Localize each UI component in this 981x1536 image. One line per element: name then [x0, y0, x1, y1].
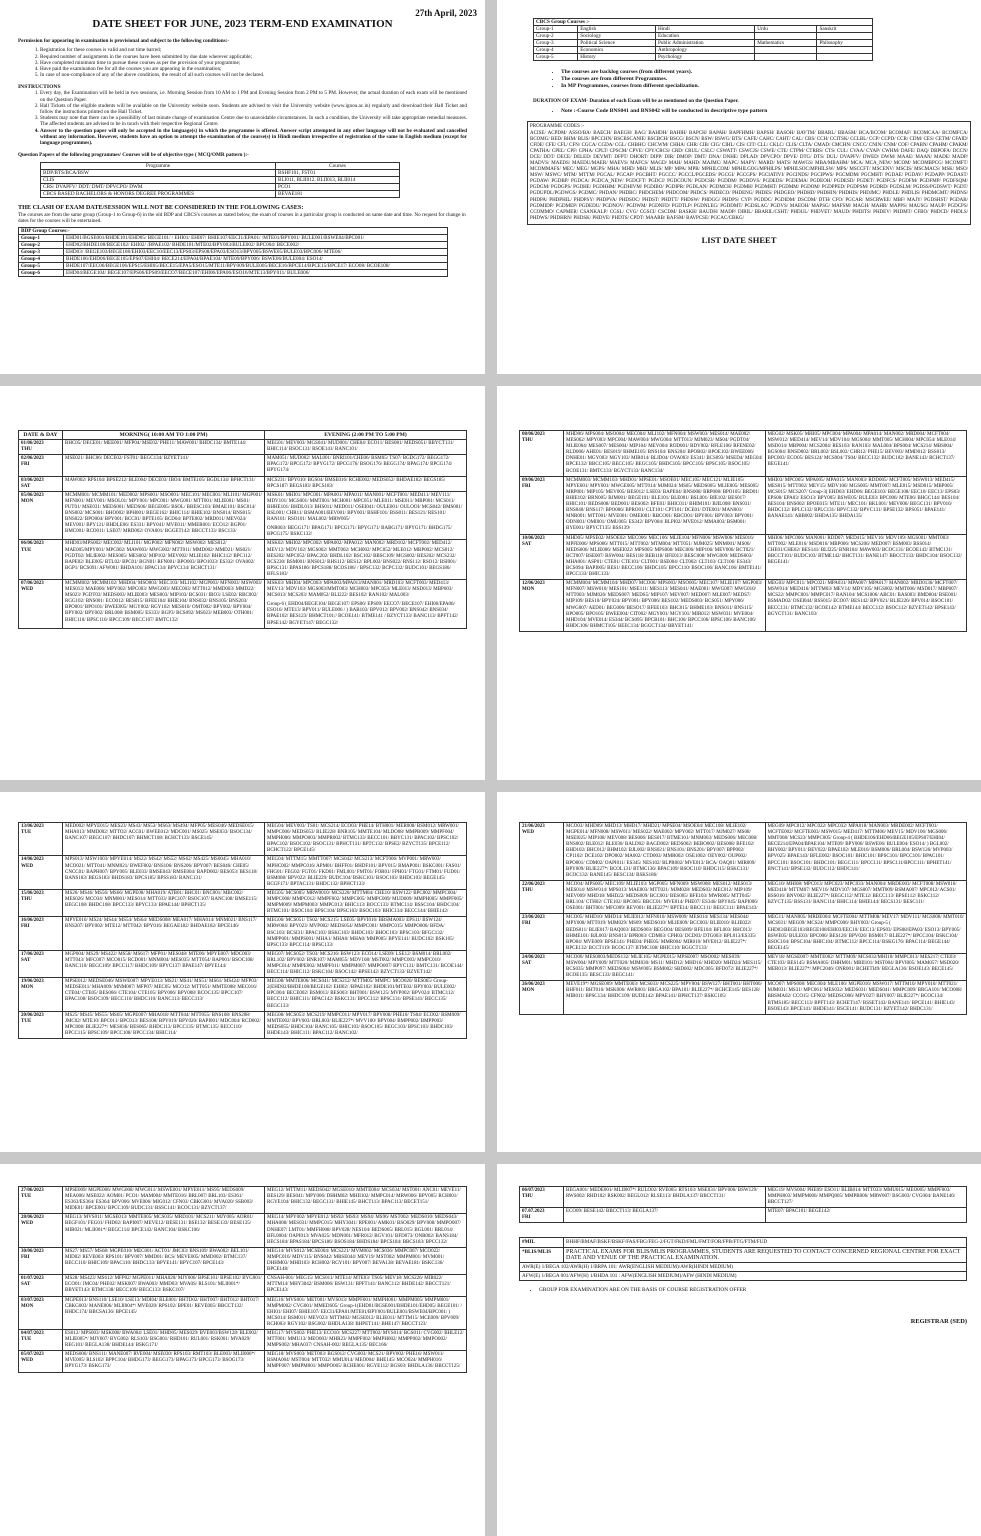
- exam-day: MON: [21, 985, 34, 991]
- condition-item: 1. Registration for these courses is valid and not time barred;: [40, 47, 467, 53]
- page-schedule-4: [497, 792, 981, 1152]
- descriptive-note-list: [533, 108, 963, 115]
- cbcs-cell: Group-2: [534, 33, 578, 40]
- evening-courses-part: Group-6 ( EHD04/BEGE104/ BEGE107/ EPS06/ EPS09/ EECO7/ BECE107/ EHI06/EPA06/ ESO16/ MTE13/ BPY011/ BULE006 / ) BAB103/ BPV012/ BPV002/ BNS042/ BNS034/ BPAE102/ BES123/ BHMCT101// BCOE141/ BTME141 / BZYCT133/ BANC113/ BPFT142/ BPSE142/ BGYET147/ BEGC132/: [267, 602, 459, 626]
- schedule-row: [19, 1296, 467, 1329]
- exam-day: MON: [21, 1303, 34, 1309]
- cbcs-cell: Urdu: [755, 26, 817, 33]
- date-day-cell: [520, 953, 564, 980]
- objective-cell: CLIS: [41, 176, 276, 183]
- instruction-item: 2. Hall Tickets of the eligible students will be available on the University website soon. Students are advised to visit the University website (www.ignou.ac.in) regularly and download their Hall Ticket and follow the instructions printed on the Hall Ticket.: [40, 103, 467, 115]
- schedule-row: [19, 455, 467, 476]
- exam-day: MON: [522, 988, 535, 994]
- exam-day: THU: [522, 887, 533, 893]
- morning-courses: MGP004/ MS29/ MS422/ MS58/ MS617/ MFP01/ MES048/ MTE06/ MPYE007/ MDC003/ MTT043/ MFC007/ MCO015/ RCD001/ MNM004/ MES035/ MTT054/ BAP001/ BSOC108/ BANC110/ BEGC109/ BPCC117/ BHDC109/ BPYC137/ BPAE147/ BPYE144/: [63, 950, 265, 977]
- evening-courses: MHI06/ MPC006/ MAN001/ RDD07/ MED415/ MEV16/ MDV109/ MGS001/ MMT003/ MTT002/ MLE016/ MSD016/ MBP006/ MCS206/ MED007/ BSM003/ BSS014/ CHE01/CHE02/ BES141/ BLI225/ BNR104/ MAW003/ BCOC131/ BCOE143/ BTMC131/ BBCCT101/ BUDC103/ BTME142/ BHCT131/ BANE147/ BBCCT133/ BHDC104/ BSOC132/ BEGE141/: [765, 534, 967, 580]
- evening-courses: MEG14/ MVS012/ MCSE004/ MCS221/ MVM002/ MCS036/ MMPC007/ MCO022/ MMPC016/ MDV115/ BNS042/ MBSE044/ MEV19/ MST002/ MMPM001/ MVM001/ DHHM03/ MHII103/ RCH002/ RGY101/ BPY007/ BEVA138/ BEVAE181/ BSKC136/ BPCE148/: [265, 1247, 467, 1274]
- schedule-row: [520, 431, 967, 477]
- page-instructions: [0, 0, 485, 374]
- exam-day: FRI: [21, 462, 30, 468]
- evening-courses: MTE07/ BPAC101/ BEGE142/: [765, 1208, 967, 1223]
- evening-courses: CNSAH-001/ MEG15/ MCS011/ MTE14/ MTE03/ TS05/ MEV18/ MCS226/ MIR022/ MTTM14/ MHY3042/ BSM006/ BSW131/ BPFT141/ BANC112/ BHDE142/ BBCCT121/ BPCE143/: [265, 1275, 467, 1296]
- bullet-item: • In MP Programmes, courses from different specialization.: [561, 83, 963, 90]
- date-day-cell: [19, 1187, 63, 1214]
- evening-courses: MEG02/ MSK05/ MHI05/ MPC004/ MPA004/ MPA014/ MAN002/ MRD004/ MCFT004/ MSW012/ MED414/ MEV14/ MDV104/ MGS004/ MMT005/ MCH004/ MPC054/ MLE014/ MSD014/ MBP004/ MCS2004/ RES103/ RAN103/ MAL004/ BPS004/ MCS214/ MBS004/ BGS004/ BNSD002/ BRL002/ BSL002/ CHR12/ PHE15/ BEV003/ MMD012/ BSS013/ BPC003/ ECO05/ BES124/ MCS004/ TS04/ BECC132/ BUDC102/ BANE143/ BCHCT137/ BEGE141/: [765, 431, 967, 477]
- schedule-table: [18, 430, 467, 629]
- group-label: Group-2: [19, 242, 64, 249]
- date-day-cell: [19, 1214, 63, 1247]
- cbcs-heading: CBCS Group Courses :-: [534, 19, 873, 26]
- exam-date: 14/06/2023: [21, 857, 44, 863]
- evening-courses: MEG05/ MCS005/ MRW0010/ MCS220/ MTTM04/ CHE10/ BSW122/ BPC002/ MMPC004/ MMPC008/ MMPC012/ MMPF002/ MMPC005/ MMPC009/ MUD009/ MMPH005/ MMPF005/ MMPM009/ MMPM003/ MMPC013/ BHIC113/ BOCC133/ BTMC114/ BSSC104/ BHDC104/ BTMC101/ BSOC104/ BPSC104/ BPSC103/ BSOC103/ BHIC134/ BECC144/ BHIE142/: [265, 889, 467, 916]
- cbcs-cell: [817, 33, 873, 40]
- date-day-cell: [19, 1351, 63, 1372]
- schedule-row: [520, 914, 967, 954]
- objective-cell: BSHF101, FST01: [276, 169, 400, 176]
- evening-courses-part: ONR003/ BEGG171/ BPAG171/ BPCG171/ BPYG171/ BABG171/ BPYG171/ BHDG175/ BPCG175/ BSKC132/: [267, 526, 452, 538]
- evening-courses: MEG01/ MEV003/ MGS041/ MUD001/ CHE04/ ECO11/ BES081/ MEDS051/ BBYCT131/ BHIC114/ BSOC131/ BSOE141/ BANC101/: [265, 440, 467, 455]
- date-day-cell: [19, 455, 63, 476]
- cbcs-cell: Hindi: [655, 26, 754, 33]
- cbcs-cell: Sanskrit: [817, 26, 873, 33]
- evening-courses: MCO07/ MPS008/ MEC004/ MLE106/ MGPE016/ MSW017/ MTTM10/ MPY010/ MTT021/ MJM031/ MS31/ MPC061/ MES032/ MEDS031/ MEDS041/ MMPC009/ BRGA101/ MCO008/ BBSMA02/ CCO15/ CFN02/ MEDSC006/ MPY027/ BHY007/ BLIE227*/ BCOC134/ BTMS185/ BECC113/ BPFT143/ BCHET147/ BSSET143/ BANE141/ BPCE141/ BHIE143/ BSOE143/ BPCE141/ BHDE141/ BSCE141/ BUDC131/ BZYET142/ BHDC131/: [765, 981, 967, 1014]
- evening-courses-part: MSK03/ MHI04/ MPC003/ MPA003/MPA013/MAN001/ MRD103/ MCFT003/ MED413/ MEV13/ MDV103/ MGS003/MMT003/ MCH003/ MPC053/ MLE013/ MSD013/ MBP003/ MCS013/ MCS203/ MAM052/ BLI222/ BES102/ RAN102/ MAL003/: [267, 580, 453, 599]
- date-day-cell: [19, 1296, 63, 1329]
- bdp-group-table: [18, 227, 448, 277]
- clash-bullets: [533, 69, 963, 90]
- cbcs-cell: [755, 33, 817, 40]
- exam-date: 21/06/2023: [522, 824, 545, 829]
- objective-col-header: Courses: [276, 162, 400, 169]
- date-day-cell: [19, 579, 63, 628]
- bli-text: PRACTICAL EXAMS FOR BLIS/MLIS PROGRAMMES, STUDENTS ARE REQUESTED TO CONTACT CONCERNED REGIONAL CENTRE FOR EXACT DATE AND VENUE OF THE PRACTICAL EXAMINATION.: [564, 1247, 967, 1262]
- exam-day: FRI: [21, 924, 30, 930]
- schedule-row: [19, 1329, 467, 1350]
- exam-day: SAT: [21, 1282, 31, 1288]
- objective-table: [40, 162, 400, 198]
- cbcs-cell: Mathematics: [755, 40, 817, 47]
- page-schedule-5: [0, 1164, 485, 1536]
- morning-courses: MS28/ MS423/ MS612/ MFP02/ MGPE011/ MHA020/ MJY006/ BPSE101/ BPSE102/ BYG001/ ECO01/ JMC04/ PHE02/ MSK007/ BWA003/ MMD03/ MVA0S/ RLS101/ MLII001*/ BBYET143/ BTMC138/ BECC109/ BEGC133/ BSKC107/: [63, 1275, 265, 1296]
- condition-item: 4. Have paid the examination fee for all the courses you are appearing in the examination;: [40, 66, 467, 72]
- schedule-table: [18, 1186, 467, 1373]
- morning-courses: MED002/ MPYE015/ MES23/ MS43/ MS53/ MS63/ MS494/ MFP05/ MES046/ MEDSE015/ MHA013/ MMD002/ MTTO2/ ACC01/ BWEE012/ MDC001/ MS025/ MSE033/ BSOC134/ BANC107/ BEGC107/ BHDC107/ BHMCT108/ BCHCT133/ BSCE145/: [63, 823, 265, 856]
- exam-day: FRI: [522, 921, 531, 927]
- date-day-cell: [19, 440, 63, 455]
- exam-date: 02/06/2023: [21, 456, 44, 462]
- morning-courses: MCO04/ MPS005/ MEC109/ MLIE103/ MGP005/ MFN009/ MSW008/ MES012/ MES013/ MES014/ MSW014/ MPS013/ MAE003/ MTT021/ MJM028/ MEDS03/ MEC012/ MIP109/ MEV009/ MHD18/ MHD22/ MEDS009/ BCC001/ BES005/ BFE103/ MWR005/ MTT045/ BRL104/ CTH02/ CTE102/ BPC005/ BBCC01/ MVE014/ PHE07/ ES346/ BPY045/ BAPI006/ OSE001/ BHT001/ MFC009/ REV001/ BLIE227*/ BPTE14/ BBCC111/ BEGC111/ BPAE143/: [564, 880, 766, 913]
- date-day-cell: [19, 978, 63, 1011]
- morning-courses: MCMM001/ MCMM101/ MED002/ MPS001/ MSO001/ MEC101/ MEC001/ MLI101/ MGP001/ MFN001/ MEV001/ MSOL01/ MPY001/ MPC001/ MWG001/ MTT001/ MLIE001/ MS01/ PUT01/ MSE031/ MEDS001/ MEDS06/ BEGE005/ BSOL/ BBESC103/ BMAE101/ BSC014/ BNS002/ MCS001/ BHO002/ BPH001/ BEGE162/ BHIC114/ BHIE102/ BNS014/ BNS015/ BNS022/ BPO004/ BPY001/ BCC01/ BPTE105/ BCD04/ BPTE002/ MRD011/ MEV024/ MEV001/ BPY131/ BHDLE06/ ES331/ BPY041/ MVE011/ MMER001/ ECO12/ BGP01/ BMC001/ RCO011/ LSE07/ MRD002/ OVA001/ BGGET142/ BBCCT133/ BSC133/: [63, 491, 265, 540]
- group-note-list: [519, 1287, 967, 1294]
- evening-courses: MAM051/ MUD002/ MAL001/ BNRI101/CHE06/ BSM05/ TS07/ BGDG172/ BEGG172/ BPAG172/ BPCG172/ BPYG172/ BPCG176/ BSOG176/ BEGG174/ BPAG174/ BPCG174/ BPYG174/: [265, 455, 467, 476]
- group-label: Group-5: [19, 263, 64, 270]
- exam-date: 28/06/2023: [21, 1215, 44, 1221]
- cbcs-group-table: [533, 18, 873, 61]
- exam-day: TUE: [21, 830, 32, 836]
- exam-date: 03/07/2023: [21, 1297, 44, 1303]
- descriptive-note: • Note :-Course Code BNS041 and BNS042 will be conducted in descriptive type pattern: [561, 108, 963, 115]
- date-day-cell: [19, 540, 63, 580]
- exam-date: 01/07/2023: [21, 1276, 44, 1282]
- evening-courses-part: MSK01/ MHI01/ MPC001/ MPA001/ MPA011/ MAN001/ MCFT001/ MED411/ MEV111/ MDV101/ MGS001/ MMT001/ MCH001/ MPC051/ MLE011/ MSE011/ MBP001/ MCS011/ BHHE101/ BHDL013/ BHS011/ MED011/ OSEI041/ OULE001/ OULOOI/ MGS042/ BMS001/ BSL001/ CHR11/ BSMA001/BEV001/ BPY001/ BSHF101/ BSS011/ BES121/ RES101/ RAN101/ RSO101/ MAL002/ MRW005/: [267, 492, 463, 523]
- exam-day: MON: [522, 587, 535, 593]
- exam-date: 24/06/2023: [522, 954, 545, 960]
- objective-cell: PCO1: [276, 183, 400, 190]
- exam-date: 06/06/2023: [21, 541, 44, 547]
- morning-courses: MHD06/ MPS004/ MSO004/ MEC004/ MLI102/ MFN004/ MSW003/ MES014/ MAE002/ MES062/ MPY003/ MPC004/ MAW004/ MWG004/ MTT013/ MJM023/ MS04/ PGDT04/ MLIE004/ MES007/ MES004/ MIP104/ MEV004/ ROD001/ RDV002/ RFLE106/ RFENE02/ RLD006/ AHE01/ BES019/ BHME105/ BNS104/ BNS204/ BPOB02/ BPOE102/ BWEE006/ DNHE01/ MGY003/ MGY103/ MIR014/ BLID04/ OVA003/ ES341/ BCS093/ MSED4/ MEG04/ BPCE132/ BBCC105/ BECC105/ BEGC105/ BHDC105/ BPCC105/ BPSC105/ BSOC105/ BCOE131/ BMTC133/ BGYCT133/ BANC134/: [564, 431, 766, 477]
- mil-text: BHHF/BMAF/BSKF/BSKF/FAS/FBG/FEG-2/FGT/FKD/FML/FMT/FOR/FPB/FTG/FTM/FUD: [564, 1238, 967, 1247]
- evening-courses: MSK02/ MHI02/ MPC002/ MPA002/ MPA012/ MAN002/ MRD102/ MCFT002/ MED412/ MEV12/ MDV102/ MGS002/ MMT002/ MCH002/ MPC052/ MLE012/ MBP002/ MCS012/ BES202/ MPC052/ BPAC202/ BHDL102/ BSC102/ BBSC109/ MGS002/ BES202/ MCS232/ BCS230/ BSM001/ BNS012/ BHS112/ BES12/ BPL002/ BNS022/ RNS112/ RSO12/ BSI001/ BPSC131/ BPAS186/ BPCS188/ BCOS186/ / BPSC132/ BCPC132/ BUDC101/ BEGS186/ BFLS183/: [265, 540, 467, 580]
- exam-date: 06/07/2023: [522, 1188, 545, 1193]
- group-courses: EHD04/BEGE104/ BEGE107/EPS06/EPS09/EECO7/BECE107/EHI06/EPA06/ESO16/MTE13/BPY011/ BULE006/: [64, 270, 448, 277]
- exam-date: 20/06/2023: [21, 1012, 44, 1018]
- evening-courses: MEG14/ MPY002/ MPYE012/ MS92/ MS93/ MS94/ MS96/ MST002/ MEDS010/ MEDS043/ MHA008/ MES031/ MMPC015/ MHY3041/ RPE001/ AMK01/ BSO029/ BPV008/ MMPO007/ DNHE07/ LMT01/ MMFH008/ BPV028/ NES104/ BEDS065/ BRL015/ BGL001/ BRL014/ BFL0004/ OAPI013/ MVA025/ MDN001/ MFR012/ BGV101/ BFD073/ ONR002/ BANS184/ BECS184/ BPAS184/ BPCS186/ BSOS184/ BHDS184/ BPCS184/ BBCS183/ BPCC132/: [265, 1214, 467, 1247]
- exam-day: SAT: [21, 957, 31, 963]
- morning-courses: MPSE012/ MEDSE046/ MSWE007/ MPYE013/ MS21/ MS41/ MS51/ MS61/ MS424/ MFP03/ MEDSE011/ MHA009/ MNM007/ MFP07/ MEC05/ MCO12/ MTT051/ MMTE008/ MEC016/ CTE04/ CTE05/ BES066/ CTE104/ CTE105/ BPY006/ BPY008/ BCOC135/ BPCC107/ BPAC108/ BSOC109/ BECC110/ BHDC110/ BANC113/ BECC113/: [63, 978, 265, 1011]
- exam-date: 09/06/2023: [522, 477, 545, 483]
- date-day-cell: [19, 1275, 63, 1296]
- exam-day: THU: [522, 1194, 533, 1200]
- cbcs-cell: Group-1: [534, 26, 578, 33]
- list-date-sheet-heading: LIST DATE SHEET: [701, 234, 777, 245]
- bdp-heading: BDP Group Courses:-: [19, 228, 448, 235]
- date-day-cell: [19, 823, 63, 856]
- group-label: Group-6: [19, 270, 64, 277]
- exam-date: 08/06/2023: [522, 432, 545, 437]
- cbcs-cell: Anthropology: [655, 47, 754, 54]
- exam-date: 01/06/2023: [21, 441, 44, 447]
- cbcs-cell: [755, 54, 817, 61]
- exam-date: 30/06/2023: [21, 1248, 44, 1254]
- exam-date: 19/06/2023: [21, 979, 44, 985]
- objective-col-header: Programme: [41, 162, 276, 169]
- date-day-cell: [520, 914, 564, 954]
- date-day-cell: [19, 917, 63, 950]
- page-separator: [485, 0, 497, 1536]
- condition-item: 2. Required number of assignments in the courses have been submitted by due date wherever applicable;: [40, 54, 467, 60]
- morning-courses: MHD05/ MPSE02/ MSOE02/ MEC006/ MEC106/ MLIE104/ MFN006/ MSW006/ MES016/ MPFE006/ MPS006/ MTT015/ MTT002/ MTM004/ MTT051/ MJM025/ MNM001/ MS06/ MEDS006/ MLIE006/ MSEI022/ MPS005/ MPS008/ MEC006/ MIP106/ MEV006/ BCT021/ BCT007/ BSE007/ BSW004/ BES118/ BEB118/ BFE013/ BESC008/ MWG009/ MEDS003/ MHA001/ ASP01/ CTE01/ CTE101/ CLT001/ BSE004/ CLT002/ CLT103/ CLT106/ ES343/ BCS094/ BAPI005/ BES1/ BECC106/ BHDC105/ BPCC110/ BSOC106/ BANC106/ BMTE141/ BPCC133/ BHIC133/: [564, 534, 766, 580]
- clash-text: The courses are from the same group (Group-1 to Group-6) in the old BDP and CBCS's courses as stated below, the exam of courses in a particular group is conducted on same date and time. No request for change in dates for the courses will be entertained.: [18, 211, 466, 225]
- bullet-item: • The courses are from different Programmes.: [561, 76, 963, 83]
- schedule-row: [19, 978, 467, 1011]
- objective-cell: BEVAE181: [276, 190, 400, 197]
- instructions-list: [18, 90, 467, 146]
- evening-courses: MEG03/ MPC011/ MPC021/ MPA031/ MPA007/ MPA017/ MAN002/ MRD0136/ MCFT007/ MSW014/ MED416/ MTTM03/ MEV14/ MDV105/ MGS002/ MMT006/ MSD017/ MBP007/ MCS22/ MMPC001/ MMPC017/ RAN104/ MCS1006/ ABC01/ BAS003/ BMD004/ BSE001/ BSMAD02/ OSEI044/ BSS015/ ECO07/ BES142/ BPV021/ BLIE226/ BPV014/ BSOC101/ BECC131/ BTMC132/ BCOE142/ BTME144/ BECC112/ BSOC112/ BZYET142/ BPSE143/ BGYCT131/ BANC103/: [765, 580, 967, 632]
- schedule-table: [519, 1186, 967, 1223]
- morning-courses: MPSE009/ MGPE006/ MWG008/ MWG011/ MSWE001/ MPYE011/ MS95/ MEDS009/ MEA006/ MSE022/ AOM01/ PCO1/ MAM004/ MMTE016/ BRL007/ BRL103/ ES361/ ES363/ES364/ ES364/ BPV006/ MVE006/ MIG012/ CFN03/ CBKG001/ MVA020/ SSB003/ MIDE01/ BPCE001/ BPCC109/ BUDC131/ BSSC141/ BCOC131/ BZYCT137/: [63, 1187, 265, 1214]
- date-day-cell: [19, 950, 63, 977]
- duration-note: DURATION OF EXAM- Duration of each Exam will be as mentioned on the Question Paper.: [533, 98, 739, 104]
- codes-heading: PROGRAMME CODES :-: [530, 124, 585, 130]
- afw-note: AFW(E) 1/BEGA 001/AFW(H) 1/BHDA 101 : AFW(ENGLISH MEDIUM)/AFW (HINDI MEDIUM): [520, 1272, 967, 1281]
- group-courses: BHDE106/EHD06/BEGE105/EPS07/EHI04/ BECE214/EPA04/BPAE104/ MTE09/BPY006/ BSWE06/BULE004/ ESO14/: [64, 256, 448, 263]
- exam-day: WED: [21, 1358, 33, 1364]
- schedule-table: [519, 822, 967, 1015]
- cbcs-cell: Sociology: [578, 33, 656, 40]
- morning-courses: MCO05/ MHD10/ MHD14/ MLIE012/ MFN010/ MSW009/ MES014/ MES134/ MES044/ MPY008/ MTT019/ MJM029/ MS09/ MEDS010/ MLIE009/ BCC003/ BLIE010/ BLIE022/ BEDS011/ BLIE017/ BAQ003/ BEDS003/ BEGO04/ BES009/ BFE104/ BFL003/ BHC013/ BHME101/ BJL003/ BNS013/ BPR003/ CDM03/ CPH03/ DCD03/ DTG003/ BPL013/ES335/ BPO04/ MVE009/ BPSE141/ PHE04/ PHE05/ MMR004/ MIR010/ MVE012/ BLIE227*/ BPCE132/ BCCT119/ BCOC137/ BTMC108/ BHIC110/ BGGCT133/: [564, 914, 766, 954]
- evening-courses: MEG04/ MEV003/ TS01/ MCS214/ ECO03/ PHE14/ BTH001/ MER008/ BSM012/ MRW001/ MMPC006/ MEDS053/ BLIE228/ BNR105/ MMTE104/ MLDO08/ MMPB009/ MMPF004/ MMPH006/ MMPO003/ MMPR002/ BTMC133/ BECC101/ BBYC131/ BPAC102/ BPSC102/ BPAC102/ BSOC102/ BSOC131/ BPHCT131/ BPTC132/ BPSE2/ BZYCT135/ BPCE112/ BCHCT122/ BPCE145/: [265, 823, 467, 856]
- exam-day: WED: [21, 863, 33, 869]
- evening-courses: MEG12/ MTTM11/ MEDS042/ MGSE010/ MMTE004/ MCS034/ MST001/ ANC01/ MEVE11/ BES129/ BES041/ MPY006/ DHHM02/ MHII102/ MMPC014/ MRW006/ BPV005/ RCH001/ RGYE104/ BHIC132/ BEGC131/ BHIE145/ BHCT113/ BPAC113/ BECET151/: [265, 1187, 467, 1214]
- group-courses: BHDE107/EEC06/BEGE106/EPS15/EHI05/BECE15/EPA5/ESO15/MTE11/BPY009/BULE005/BECE16/BPCE14/BPCE15/BPCE17/ ECO08/ BCOE108/: [64, 263, 448, 270]
- schedule-row: [19, 1187, 467, 1214]
- group-courses: EHD03/ /BEGE103/BEGE108/EHI03/EEC10/EEC13/EPS03/EPS08/EPA03/ESO13/BPY005/BSWE05/BULE03/BPC006/ MTE06/: [64, 249, 448, 256]
- schedule-row: [19, 917, 467, 950]
- cbcs-cell: Group-3: [534, 40, 578, 47]
- morning-courses: MS27/ MS57/ MS68/ MGPE010/ MEC001/ ACT01/ JMC03/ BNS109/ BWA002/ BEL101/ MID02/ REVE003/ RPS101/ BPV007/ MMD01/ BCS/ MEVE005/ MMD002/ BTMC137/ BECC110/ BHIC109/ BPAC110/ BHDC133/ BPYE141/ BPYC107/ BPCE143/: [63, 1247, 265, 1274]
- schedule-table: [18, 822, 467, 1039]
- schedule-row: [520, 534, 967, 580]
- cbcs-cell: English: [578, 26, 656, 33]
- programme-codes-box: [527, 121, 971, 225]
- objective-cell: BLI011, BLII012, BLII013, BLII014: [276, 176, 400, 183]
- date-day-cell: [520, 431, 564, 477]
- date-day-cell: [520, 981, 564, 1014]
- schedule-row: [19, 540, 467, 580]
- evening-courses: MEG16/ MVS001/ MET001/ MVS013/ MMPF001/ MMPH001/ MMPM005/ MMPM001/ MMPM002/ CVG001/ MMEDS05/ Group-1(EHD01/BGSE001/BHDE101/EHD05/ BEGE101/ / EHI01/ EHI07/ BHIE107/ EECI1/EPA01/MTE01/BPY001/BULE001/BSWE04/BPC001/ ) MCS014/ BSM011/ MEV023/ MTTM02/ MGSE012/ BLIE011/ MTTM15/ MCE009/ BPV009/ RCH003/ RGY102/ BSG002/ BHDLA138/ BHPET141/ BHE147/ BBCCT123/: [265, 1296, 467, 1329]
- schedule-row: [19, 1275, 467, 1296]
- morning-courses: MPS013/ MSW1003/ MPYE014/ MS22/ MS42/ MS52/ MS62/ MS425/ MS0045/ MHA010/ MCO021/ MTT041/ MNM021/ BWEF002/ BNS106/ BNS206/ BPY007/ BES046/ CHE05/ CNCC01/ BAPH007/ BPY005/ BLE033/ BMSE043/ RMSE004/ BAPD002/ BES053/ BES118/ BANS183/ BEGS183/ BHDS183/ BPCS185/ BPSS183/ BANC131/: [63, 856, 265, 889]
- objective-cell: CBS/ DVAPFV/ DDT/ DMT/ DPVCPO/ DWM: [41, 183, 276, 190]
- page-schedule-3: [0, 792, 485, 1152]
- page-schedule-2: [497, 386, 981, 780]
- exam-day: WED: [522, 830, 534, 836]
- morning-courses: MEVE19*/ MGSE009/ MMTE003/ MCS033/ MCS225/ MPV004/ BSW127/ BHT001/ BHT006/ BHF011/ BHT016/ MSK006/ AWR001/ BRGA102/ BPA101/ BLIE227*/ BCHCE145/ BES128/ MIR011/ BPSC134/ BHDC109/ BUDE142/ BPAE141/ BPHCT137/ BSKC105/: [564, 981, 766, 1014]
- group-label: Group-3: [19, 249, 64, 256]
- exam-date: 17/06/2023: [21, 951, 44, 957]
- date-day-header: DATE & DAY: [19, 431, 63, 440]
- schedule-row: [520, 823, 967, 881]
- page-schedule-1: [0, 386, 485, 780]
- date-day-cell: [19, 856, 63, 889]
- awr-note: AWR(E) 1/BEGA 102/AWR(H) 1/BRPA 101: AWR(ENGLISH MEDIUM)/AWR(HINDI MEDIUM): [520, 1263, 967, 1272]
- exam-day: SAT: [522, 960, 532, 966]
- evening-courses: MEV18/ MGSE007/ MMTE002/ MTTM09/ MCS032/MHI10/ MMPC013/ MES217/ CTE03/ CTE103/ BES145/ BSMA005/ DHHM01/ MBII101/ MST004/ BPVI005/ MAM057/ MSD020/ MER013/ BLIE227*/ MPC2046/ ONR001/ BCHETI49/ BEGLA136/ BSOE143/ BECE145/: [765, 953, 967, 980]
- cbcs-cell: [817, 54, 873, 61]
- schedule-row: [19, 440, 467, 455]
- exam-day: TUE: [21, 1194, 32, 1200]
- evening-courses: MEG11/ MAN005/ MRDE004/ MCFTE004/ MTTM08/ MEV17/ MDV111/ MGS008/ MMT010/ MCS031/ MEG09/ MCS24/ MMPC006/ BHY003/ Group-5 ( EHD03/BEGE103/BEGE108/EHI03/EEC10/ EEC13/ EPS03/ EPS08/EPA03/ ESO13/ BPY005/ BSWE05/ BULE03/ BPC006/ BES126/ BPV026/ BSM017/ BLIE227*/ BPCC104/ BSKC104/ BSOC104/ BPSC104/ BHIC104/ BTMC112/ BPCC114/ BSKG176/ BPAC114/ BEGE144/ BEGE145/: [765, 914, 967, 954]
- exam-day: SAT: [522, 541, 532, 547]
- schedule-row: [19, 579, 467, 628]
- schedule-row: [520, 880, 967, 913]
- schedule-row: [19, 889, 467, 916]
- cbcs-cell: Group-4: [534, 47, 578, 54]
- schedule-row: [19, 476, 467, 491]
- registrar-signature: REGISTRAR (SED): [910, 1318, 967, 1325]
- date-day-cell: [520, 476, 564, 534]
- exam-day: TUE: [21, 547, 32, 553]
- schedule-row: [520, 1187, 967, 1208]
- group-note: • GROUP FOR EXAMINATION ARE ON THE BASIS OF COURSE REGISTRATION OFFER: [539, 1287, 967, 1294]
- notice-date: 27th April, 2023: [415, 8, 477, 18]
- schedule-row: [520, 953, 967, 980]
- schedule-row: [19, 1247, 467, 1274]
- exam-date: 03/06/2023: [21, 477, 44, 483]
- date-day-cell: [520, 880, 564, 913]
- date-day-cell: [520, 1187, 564, 1208]
- schedule-row: [19, 491, 467, 540]
- exam-date: 05/07/2023: [21, 1352, 44, 1358]
- condition-item: 3. Have completed minimum time to pursue these courses as per the provision of your programme;: [40, 60, 467, 66]
- mil-label: #MIL: [520, 1238, 564, 1247]
- cbcs-cell: Group-5: [534, 54, 578, 61]
- conditions-list: [18, 47, 467, 78]
- morning-courses: ECO09/ BESE142/ BBCCT113/ BEGLA137/: [564, 1208, 766, 1223]
- schedule-table: [519, 430, 967, 632]
- evening-courses: MEG06/ MCS051/ TS02/ MCS215/ LSE05/ BPVI016/ BBSMA003/ EPS11/ BSW124/ MRW004/ BPY023/ MVP002/ MEDS054/ MMPC001/ MMPC015/ MMPO006/ BFDA/ BSC103/ BCSI31/ BPAC103/ BSKC103/ BHDC103/ BHOC103/ BPSC103/ BFGC132/ MMPP001/ MMPS001/ MHA1/ MHA0/ MHA0/ MMP005/ BPYE141/ BUDC102/ BSK105/ BPSC133/ BPCC114/ BPSC133/: [265, 917, 467, 950]
- exam-day: MON: [21, 498, 34, 504]
- schedule-row: [520, 476, 967, 534]
- morning-courses: MAW002/ RPS104/ BPSE212/ BLE004/ DECE03/ IBO4/ BMTE105/ BGDL134/ BPHCT131/: [63, 476, 265, 491]
- evening-courses: MHI03/ MPC005/ MPA005/ MPA015/ MAN003/ RDD005/ MCFT005/ MSW013/ MED415/ MES015/ MTT002/ MEV15/ MDV106/ MGS005/ MMT007/ MLE015/ MSD015/ MBP005/ MCS015/ MCS207/ Group-3( EHD03/ EHD06/ BEGE103/ BEGE108/ EEC10/ EEC13/ EPS03/ EPS08/ EPA03/ ESO13/ BPY005/ BSWE05/ BULE03/ BPC006/ MTE06/ BHGC144/ BES104/ BES104/ BNS002/ BPOE015/ MTE11/ MEC101/ BKL001/ MEV006/ BEGC131/ BPV016/ BHDC132/ BPLC132/ BPLC131/ BPVC132/ BPVC131/ BPSE132/ BPS051/ BPAE141/ BANAE141/ ABB002/ BHDA135/ BHDA135/: [765, 476, 967, 534]
- morning-courses: BHC05/ DECE01/ MEE001/ MFP04/ MSE02/ PHE11/ MAW001/ BHDC134/ BMTE144/: [63, 440, 265, 455]
- evening-courses: MEG08/ MMTE006/ MCS041/ MCS212/ MTTM05/ MMPC/ MCO020/ BES065/ Group-2(EHD02/BHDE108/BEGE102/ EHI02/ /BPAE102/ BHDE101/MTE02/ BPY003/ BULE002/ BPC004/ BECE002/ BSM013/ BES003/ BHT001/ BSW125/ MVP002/ BPV024/ BTMC112/ BECC112/ BHIC111/ BPAC142/ BSKC131/ BPCC112/ BPSC131/ BPSE141/ BECC135/ BEGC133/: [265, 978, 467, 1011]
- exam-date: 15/06/2023: [21, 890, 44, 896]
- schedule-row: [520, 1208, 967, 1223]
- objective-heading: Question Papers of the following programmes/ Courses will be of objective type ( MCQ/OMR pattern ):-: [18, 152, 249, 159]
- group-label: Group-4: [19, 256, 64, 263]
- evening-courses: [265, 491, 467, 540]
- exam-day: THU: [21, 447, 32, 453]
- exam-day: FRI: [522, 1215, 531, 1221]
- cbcs-cell: Education: [655, 33, 754, 40]
- evening-courses: MEG10/ MHI08/ MPC013/ MPC023/ MPC033/ MAN004/ MRDE003/ MCFT008/ MSW016/ MED418/ MTTM07/ MEV16/ MDV107/ MGS007/ MMT009/ BSMA007/ MPC012/ ACS01/ BSS016/ BNV002/ BLIE227*/ BEGC112/ MTE12/ BECC113/ BPSE112/ BSKC112/ BZYCT135/ BSS131/ BANC114/ BHIC114/ BHIE144/ BECS131/ BESC111/: [765, 880, 967, 913]
- morning-courses: MS25/ MS45/ MS55/ MS65/ MGPE007/ MHA018/ MTT044/ MTT055/ BNS108/ BNS208/ JMC02/ MTE10/ BPC011/ BPC013/ BES108/ BPY019/ BPY020/ BAPI001/ MDC004/ RCD002/ MPC008/ BLIE227*/ MES036/ BES065/ BHDC113/ BPCC135/ BTMC135/ BECC110/ BPCC115/ BPSC109/ BPCC108/ BPCC134/ BHIC114/: [63, 1011, 265, 1038]
- objective-cell: BDP/BTS/BCA/BSW: [41, 169, 276, 176]
- group-courses: EHD02/BHDE108/BEGE102/ EHI02/ /BPAE102/ BHDE101/MTE02/BPY003/BULE002/ BPC004/ BECE002/: [64, 242, 448, 249]
- exam-date: 22/06/2023: [522, 881, 545, 887]
- condition-item: 5. In case of non-compliance of any of the above conditions, the result of all such courses will not be declared.: [40, 72, 467, 78]
- evening-courses: MEG19/ MVS004/ PHE09/ ESO11/ BLIB014/ MTT033/ MMU015/ MEO005/ MMPF003/ MMPH003/ MMPM006/ MMPQ005/ MMPB006/ MRW007/ BSG003/ CVG004/ BANE146/ BBCCT127/: [765, 1187, 967, 1208]
- evening-courses: MEG09/ MPC012/ MPC022/ MPC032/ MPA018/ MAN003/ MRDE002/ MCFT001/ MCFTE002/ MCFTE003/ MSW015/ MED417/ MTTM06/ MEV15/ MDV106/ MGS006/ MMT008/ MCS23/ MMPC005/ Group-4 ( BHDE106/EHD06/BEGE105/EPS07/EHI04/ BECE214/EPA04/BPAE104/ MTE09/ BPY006/ BSWE06/ BULE004/ ESO14/ ) BGL002/ BHY002/ BPY011/ BEV022/ BPAE102/ MLE016/ BSM006/ BRL004/ BSW126/ MVP003/ BPV025/ BPAE143/ BFLE002/ BSOC101/ BHIC101/ BPSC101/ BPCC101/ BPAC101/ BPCC101/ BSOC101/ BHDC101/ BEGC111/ BPCC111/ BPSC111/BPCC111/ BPHET141/ BNCT141/ BPSE132/ BUDC112/ BHDC141/: [765, 823, 967, 881]
- cbcs-cell: History: [578, 54, 656, 61]
- date-day-cell: [19, 1011, 63, 1038]
- cbcs-cell: Public Administration: [655, 40, 754, 47]
- cbcs-cell: [755, 47, 817, 54]
- schedule-row: [19, 1214, 467, 1247]
- morning-courses: MHD03/MPS002/ MEC002/ MLI101/ MGP002/ MFN002/ MSW002/ MES012/ MAE005/MPY001/ MPC002/ MAW003/ MWG002/ MTT011/ MMD002/ MMD21/ MS021/ PGDT02/ MLIE002/ MES005/ MES002/ MIP102/ MEV002/ MLIE102/ BHIC112/ BPC112/ BAPE02/ BLE005/ BTL02/ BPC01/ BGN01/ RFN001/ BPO003/ BPO1033/ ES332/ OVA002/ BGP1/ BCS091/ AFW001/ BHDA101/ BPAC134/ BPYC134/ BCHCT131/: [63, 540, 265, 580]
- exam-date: 04/07/2023: [21, 1330, 44, 1336]
- cbcs-cell: [817, 47, 873, 54]
- date-day-cell: [19, 491, 63, 540]
- exam-day: SAT: [21, 483, 31, 489]
- permission-heading: Permission for appearing in examination is provisional and subject to the following conditions:-: [18, 38, 230, 44]
- date-day-cell: [19, 1329, 63, 1350]
- morning-courses: BEGA001/ MEDE001/ MLII007*/ RULO02/ RVE005/ RTS103/ MSE031/ BPV006/ BSW129/ RWS002/ RHD102/ RSK002/ BEGL012/ RLSE113/ BHDLA137/ BBCCT131/: [564, 1187, 766, 1208]
- morning-courses: MPYE016/ MS24/ MS44/ MS54/ MS64/ MEDS008/ MEA017/ MHA014/ MNM021/ BNS117/ BNS207/ BPY002/ MTE12/ MTT042/ BPY016/ BEGAE182/ BHDAE182/ BPCE146/: [63, 917, 265, 950]
- exam-day: THU: [21, 897, 32, 903]
- instructions-heading: INSTRUCTIONS: [18, 84, 61, 91]
- page-title: DATE SHEET FOR JUNE, 2023 TERM-END EXAMINATION: [92, 18, 393, 30]
- evening-header: EVENING (2:00 PM TO 5:00 PM): [265, 431, 467, 440]
- morning-courses: MEDS006/ BNS111/ MANE007/ RVE004/ MSE030/ RPS103/ RMT103/ BLE003/ MLII006*/ MVE005/ RLS102/ BPPC104/ BHDG173/ BEGG173/ BPAG173/ BPCG173/ BSOG173/ BPYG173/ BSKG173/: [63, 1351, 265, 1372]
- date-day-cell: [19, 1247, 63, 1274]
- morning-courses: MSE021/ BHC06/ DECE02/ FST01/ BEGC134/ BZYET141/: [63, 455, 265, 476]
- evening-courses: MEG07/ MCS052/ TS03/ MCS216/ BSW123/ ECO14/ LSE09/ LSE12/ BSM014/ BRL002/ BRL102/ BPV002/ BNR107/ MAM055/ MDV108/ MST002/ MMPC003/ MMPC010/ MMPC014/ MMPE002/ MMPF011/ MMPM007/ MMPO007/ BPYC131/ BMTC131/ BCOE144/ BECC114/ BHIC112/ BSKC104/ BSOC142/ BPSE142/ BZYCT133/ BZYET142/: [265, 950, 467, 977]
- morning-courses: MCMM004/ MCMM104/ MHD07/ MCO06/ MPS003/ MSO005/ MEC107/ MLIE107/ MGP003/ MFN007/ MSW010/ MES101/ MSE111/ MES113/ MES041/ MAE001/ MWG007/ MWG010/ MTT003/ MJM026/ MEDS007/ MEDS5/ MIP107/ MEV007/ MED007/ MLE007/ MEDS7/ MIP109/ BES10/ BPY024/ BPY001/ BPY006/ BES102/ MEDS003/ BCS051/ MPY006/ MWG007/ AED01/ BEG006/ BESO17/ BFEE103/ BHC015/ BHME103/ BNS011/ BNS115/ BPO005/ BPO105/ BWEE004/ CIT002/ MGY001/ MGY101/ MIR012/ MSW031/ MVE004/ MHD104/ MVE014/ ES344/ BCS095/ BPCB101/ BHC106/ BPCC106/ BPSC106/ BANC106/ BHDC106/ BHMCT105/ BEEC134/ BGGCT134/ BBYET141/: [564, 580, 766, 632]
- exam-date: 12/06/2023: [522, 581, 545, 587]
- group-label: Group-1: [19, 235, 64, 242]
- date-day-cell: [520, 534, 564, 580]
- cbcs-cell: Political Science: [578, 40, 656, 47]
- exam-day: FRI: [522, 483, 531, 489]
- schedule-row: [19, 1011, 467, 1038]
- exam-date: 05/06/2023: [21, 492, 44, 498]
- exam-date: 13/06/2023: [21, 824, 44, 829]
- instruction-item: 1. Every day, the Examination will be held in two sessions, i.e. Morning Session from 10 AM to 1 PM and Evening Session from 2 PM to 5 PM. However, the actual duration of each exam will be mentioned on the Question Paper.: [40, 90, 467, 102]
- schedule-row: [520, 580, 967, 632]
- exam-day: WED: [21, 1221, 33, 1227]
- date-day-cell: [520, 1208, 564, 1223]
- evening-courses: MEG08/ MCS053/ MCS219/ MMPC011/ MPY017/ BPY008/ PHE10/ TS04/ ECO02/ BSM009/ MMTE002/ BPV003/ BRL003/ BLIE227*/ MVV100/ BPY004/ BMPP002/ BMPP003/ MEDS055/ BHDC104/ BANC105/ BHIC103/ BSOC105/ BEGC103/ BPSC103/ BHDC103/ BHDE143/ BHIC111/ BPAC112/ BANC102/: [265, 1011, 467, 1038]
- morning-courses: ES012/ MPS003/ MSK008/ BWA004/ LSE01/ MHD05/ MES029/ BVE003/BSW128/ BLE002/ MLIE005*/ MJY007/ BYG002/ RLS103/ BSG001/ RHD101/ RUL001/ RSK001/ MVA029/ REG101/ BEGLA138/ BHDE144/ BSKG171/: [63, 1329, 265, 1350]
- exam-date: 23/06/2023: [522, 915, 545, 921]
- exam-date: 26/06/2023: [522, 982, 545, 988]
- schedule-row: [19, 1351, 467, 1372]
- date-day-cell: [520, 580, 564, 632]
- morning-courses: MCO06/ MES0003/MEDS132/ MLIE105/ MGPE015/ MPSE007/ MSO002/ MES039/ MSW004/ MPY009/ MTT020/ MJM030/ MS11/ MHD12/ MHD16/ MHD20/ MHD24/ MES115/ BCS035/ MMP097/ MEDS064/ MSW005/ BSM002/ SBD002/ MDC005/ BFD072/ BLIE227*/ BCOE135/ BESC133/ BEGC141/: [564, 953, 766, 980]
- codes-text: ACISE/ ACPDM/ ASSO/BA/ BAECH/ BAEGH/ BAG/ BAHDH/ BAHIH/ BAPCH/ BAPAH/ BAPFHMH/ BAPSH/ BASOH/ BAVTM/ BBARL/ BBASM/ BCA/BCOM/ BCOMAF/ BCOMCAA/ BCOMFCA/ BCOMG/ BED/ BHM/ BLIS/ BPCCHN/ BSCBSCANIE/ BSCBCH/ BSCG/ BSCN/ BSW/ BSWG/ BTS/ CAFE/ CAHC/ CAHT/ CAL/ CBS/ CCH/ CCITSK/ CCLBL/ CCP/ CCPD/ CCR/ CDM/ CES/ CETM/ CFAID/ CFDE/ CFE/ CFL/ CFN/ CGCA/ CGDA/ CGL/ CHBHC/ CHCWM/ CHHA/ CHR/ CIB/ CIG/ CIHL/ CIS/ CIT/ CLL/ CKLC/ CLIS/ CLTA/ CMAD/ CMCHN/ CNCC/ CNIN/ CNM/ COF/ CPABN/ CPAHM/ CPAKM/ CPATHA/ CPEL/ CPF/ CPHA/ CPLT/ CPSCM/ CPVE/ CPY/CRCS/ CRD/ CRUL/ CSLC/ CSWATT/ CSWCJS/ CSWE/ CTE/ CTPM/ CTRBS/ CTS/ CUL/ CVAA/ CYAP/ CWHM/ DAFE/ DAQ/ DBPOFA/ DCCN/ DCE/ DDT/ DECE/ DELED/ DEVMT/ DFPT/ DHORT/ DIPP/ DIR/ DMOP/ DMT/ DNA/ DNHE/ DPLAD/ DPVCPO/ DPVE/ DTG/ DTS/ DUL/ DVAPFV/ DWED/ DWM/ MAAE/ MAAN/ MADE/ MADP/ MADVS/ MAEDS/ MAEDU/MAER/ MAEVS/ MAFCS/ MAGD/ MAH/ MAHD/ MAJMC/ MAPC/ MAPY/ MARD/ MATS/ MAWGS/ MBA/MBAHM/ MCA/ MCA_NEW/ MCOM/ MCOMBPCG/ MCOMFT/ MCOMMAFS/ MEC/ MEG/ MGPS/ MHA/ MHD/ MHI/ MLIS/ MP/ MPA/ MPB/ MPHILCOM/ MPHILGOG/MPHILPS/ MPHILSOC/MPHILSW/ MPS/ MSCCFT/ MSCENV/ MSCIS/ MSCMACS/ MSK/ MSO/ MSW/ MSWC/ MTM/ MTTM/ PGCAL/ PGCAP/ PGCBHT/ PGCCC/ PGCCL/PGCEDS/ PGCGI/ PGCGPS/ PGCIATIVI/ PGCINDS/ PGCIPWS/ PGCMDM/ PGCMHT/ PGDAE/ PGDAV/ PGDAPP/ PGDAST/ PGDAW/ PGDBP/ PGDCA/ PGDCA_NEW/ PGDCFT/ PGDCJ/ PGDCOUN/ PGDCSR/ PGDDM/ PGDDVS/ PGDEDS/ PGDEMA/ PGDEOH/ PGDESD/ PGDET/ PGDFCS/ PGDFM/ PGDFMP/ PGDFSQM/ PGDGM/ PGDGPS/ PGDHE/ PGDHHM/ PGDHIVM/ PGDIBO/ PGDIPR/ PGDLAN/ PGDMCH/ PGDMH/ PGDMHT/ PGDMM/ PGDOM/ PGDPPED/ PGDPSM/ PGDRD/ PGDSLM/ PGDSS/PGDSWT/ PGDT/ PGDUPDL/PGDWGS/ PGDMC/ PHDAN/ PHDBC/ PHDCHEM/ PHDCOM/ PHDCS/ PHDECO/ PHDENG/ PHDES/ PHDGEO/ PHDHD/ PHDHIN/ PHDHIS/ PHDJMC/ PHDLE/ PHDLIS/ PHDMGMT/ PHDNS/ PHDPA/ PHDPHIL/ PHDPSY/ PHDPVA/ PHDSOC/ PHDST/ PHDTT/ PHDSW/ PHDGG/ PHDPS/ CYP/ PGDDC/ PGDIDM/ DSCDM/ DTH/ CFO/ PGCAR/ MSCRWEE/ MBF/ MAJY/ PGDSHST/ PGDAB/ PGDMIDP/ PGDMEP/ PGDEDU/ PGDNOV/ PGDWM/ PGDNFD/ PGDTLP/ PGDNLEG/ PGDDMT/ PGDSLAC/ PGDVS/ MAEOH/ MAPSG/ MAFSM/ MAGH/ MAHR/ MAPPS/ MAUSG/ MAUP/ PGDCPS/ CCOMMO/ CAPMER/ CSANKALP/ CGSL/ CVG/ CGSCI/ CSCDM/ BASKH/ BAUDH/ MADP/ DIRIL/ BBARIL/CSHT/ PHDUL/ PHDVET/ MAUD/ PHDITS/ PHDEV/ PHDMT/ CFBO/ PHDCD/ PHDLS/ PHDWS/ PHDHRN/ PHDSK/ PHDVE/ PHDTS/ CPDT/ MAARB/ BAFSM/ BAVPCSE/ PGCAC/CBKG/: [530, 130, 968, 221]
- instruction-item: 3. Students may note that there can be a possibility of last minute change of examination Centre due to unavoidable circumstances. In such a condition, the University will take appropriate remedial measures. The affected students are advised to be in touch with their respective Regional Centre.: [40, 115, 467, 127]
- cbcs-cell: Economics: [578, 47, 656, 54]
- bli-label: *BLIS/MLIS: [520, 1247, 564, 1262]
- schedule-row: [19, 950, 467, 977]
- cbcs-cell: Philosophy: [817, 40, 873, 47]
- exam-day: TUE: [21, 1018, 32, 1024]
- exam-date: 10/06/2023: [522, 535, 545, 541]
- evening-courses: MEG04/ MTTM15/ MMTT007/ MCS042/ MCS213/ MCFT006/ MVP001/ MRW003/ MPHC002/ MMPC016/ APM01/ BHFF01/ BHDF101/ BPV015/ BMAP001/ BSKC001/ FAS01/ FHG01/ FEG02/ FGT01/ FKD01/ FML001/ FMT01/ FOR01/ FPH01/ FTG01/ FTM01/ FUD01/ BSM008/ BPV022/ BLIE229/ BUDC104/ BSKC101/ BSOC103/ BHDC103/ BEGE145/ BCGF171/ BPTAC131/ BHDC132/ BPHCT133/: [265, 856, 467, 889]
- morning-courses: MCMM003/ MCMM103/ MHD01/ MPSE01/ MSOE01/ MEC105/ MEC121/ MLIE105/ MPYE001/ MPY001/ MWGE005/ MTT014/ MJM024/ MS05/ MEDS005/ MLIE005/ MES005/ MRP001/ MIP105/ MEV005/ BES012/ LSE03/ BAPE04/ BNS008/ BRP008/ BPO105/ BRD01/ BHIE102/ BRN005/ BJM001/ BEGE101/ BLE101/ BLE001/ BSL001/ BIE102/ BES017/ BHIC101/ BEDS008/ BED001/ BES002/ BFE01/ BHIC011/ BHIM101/ BJIL008/ BNS031/ BNS040/ BNS117/ BPO006/ BPRO01/ CLT101/ CPT101/ DCE01/ DTE001/ MAN001/ MNR001/ MTT001/ MVE001/ OMEI001/ RBCO01/ RBCO01/ BPY001/ BPY003/ BPY001/ ODN001/ OMI001/ OMU005/ ES342/ BPY004/ BLPI02/ MVE012/ MMA003/ BSM001/ BYE001/ BPYCT135/ BSS139/: [564, 476, 766, 534]
- instruction-item: 4. Answer to the question paper will only be accepted in the language(s) in which the programme is offered. Answer script attempted in any other language will not be evaluated and cancelled without any information. However, students have an option to attempt the examination of the course(s) in Hindi medium irrespective of registration of the same in English medium (except for language programmes).: [40, 128, 467, 147]
- page-schedule-6: [497, 1164, 981, 1536]
- evening-courses: MEG18/ MVS003/ MET003/ BGS012/ CVG003/ MCS21/ BPV002/ PHE16/ MSW011/ BSMA004/ MST004/ MTT032/ MMU014/ MEO004/ BHE145/ MCO024/ MMPH016/ MMPF007/ MMPM001/ MMPO005/ RCHE001/ RGYE112/ BGS03/ BHDLA136/ BBCCT125/: [265, 1351, 467, 1372]
- exam-day: THU: [522, 438, 533, 444]
- date-day-cell: [19, 476, 63, 491]
- exam-day: TUE: [21, 1337, 32, 1343]
- schedule-row: [19, 823, 467, 856]
- group-courses: EHD01/BGSE001/BHDE101/EHD05/ BEGE101/ / EHI01/ EHI07/ BHIE107/EECI1/EPA01/ /MTE01/BPY001/ BULE001/BSWE04/BPC001/: [64, 235, 448, 242]
- morning-courses: MCO03/ MHD09/ MHD13/ MHD17/ MHD21/ MPSE04/ MSOE04/ MEC108/ MLIE102/ MGPE014/ MFN008/ MSW011/ MES022/ MAE002/ MPY002/ MTT017/ MJM027/ MS08/ MSEI025/ MIP108/ MEV008/ BES006/ BES017/ BTME101/ MNM003/ MEDS006/ MEC008/ BNS002/ BLE012/ BLE036/ BALD02/ BAGD002/ BEDS002/ BEBO002/ BES008/ BFE102/ BHD102/ BHC012/ BHM102/ BJL002/ BNS021/ BNS101/ BNS201/ BPY007/ BPP002/ CP1102/ DCE102/ DPO002/ MA002/ CTD003/ MMR002/ OSE1002/ OEY002/ OUP002/ BPO001/ CDM02/ OAPI011/ ES345/ NES102/ BLPR002/ MVE013/ BCA/ OAQ01/ MIR009/ BPY009/ BLIE227*/ BCOL131/ BTMC136/ BPAC109/ BSOC110/ BHDC115/ BSKC131/ BCOC132/ BANE145/ BESC134/ BSKS186/: [564, 823, 766, 881]
- evening-courses: MEG17/ MVS002/ PHE13/ ECO10/ MCS227/ MTT002/ MVS014/ BGS011/ CVG002/ BHLE12/ MTT001/ MMU13/ MEO003/ MHR23/ MMPF002/ MMPH002/ MMPP002/ MMPO002/ MMPS002/ MHA037/ CNSAH-002/ BEGLA135/ BEC166/: [265, 1329, 467, 1350]
- morning-courses: MEG13/ MVS011/ MGSE013/ MMTE005/ MCS035/ MRD101/ MCS211/ MJY005/ AOR01/ BEGF101/ FEG01/ FHD02/ BAPI007/ MEVE12/ BESE131/ BSE132/ BESE133/ BESE135/ MIR021/ MLII001*/ BEGC114/ BPCE142/ BANC104/ BSKC106/: [63, 1214, 265, 1247]
- date-day-cell: [520, 823, 564, 881]
- evening-courses: [265, 579, 467, 628]
- objective-cell: CBCS BASED BACHELORS & HONORS DEGREE PROGRAMMES: [41, 190, 276, 197]
- date-day-cell: [19, 889, 63, 916]
- exam-date: 27/06/2023: [21, 1188, 44, 1193]
- exam-day: WED: [21, 587, 33, 593]
- exam-date: 07/06/2023: [21, 580, 44, 586]
- clash-heading: THE CLASH OF EXAM DATE/SESSION WILL NOT BE CONSIDERED IN THE FOLLOWING CASES:: [18, 203, 304, 211]
- schedule-row: [19, 856, 467, 889]
- exam-day: FRI: [21, 1254, 30, 1260]
- page-programme-codes: [497, 0, 981, 374]
- exam-date: 07.07.2023: [522, 1209, 545, 1215]
- morning-courses: MS26/ MS46/ MS56/ MS66/ MGPE08/ MHA019/ ATB01/ BHC01/ BNC001/ MBC002/ MES026/ MCO34/ MNM001/ MES014/ MTT033/ BPC107/ BSOC107/ BANC108/ BMSE115/ BEGC108/ BHDC108/ BPCC133/ BPYC133/ BPAE144/ BPHCT135/: [63, 889, 265, 916]
- morning-courses: MGPE013/ BNS110/ LSE10/ LSE13/ MDI04/ BLE001/ BHTD02/ BHT007/ BHT012/ BHT017/ CBKG003/ MANE006/ MLII004*/ MVE020/ RPS102/ BPE01/ REVE005/ BBCCT132/ BHDC174/ BBCSA136/ BPCE145/: [63, 1296, 265, 1329]
- evening-courses: MCS231/ BPY010/ BGS04/ BMSE016/ RCHE002/ MEDS052/ BHDAE182/ BEGS185/ BPCS187/ BEGS183/ BPCS183/: [265, 476, 467, 491]
- exam-date: 16/06/2023: [21, 918, 44, 924]
- cbcs-cell: Psychology: [655, 54, 754, 61]
- morning-header: MORNING( 10:00 AM TO 1:00 PM): [63, 431, 265, 440]
- notes-table: [519, 1237, 967, 1281]
- bullet-item: • The courses are backlog courses (from different years).: [561, 69, 963, 76]
- morning-courses: MCMM002/ MCMM102/ MHD04/ MSO003/ MEC103/ MLI102/ MGP003/ MFN003/ MSW003/ MES013/ MAE006/ MPY002/ MPC003/ MWG003/ MEC003/ MTT012/ MMD003/ MMD22/ MS023/ PGDT03/ MEDS003/ MLIE003/ MES003/ MIP103/ BCS031/ IBO3/ LSE02/ RBC002/ RGG102/ BNS001/ ECO012/ BES015/ BFEE104/ BHIE104/ BNS032/ BNS105/ BNS203/ BPO001/ BPO101/ BWEE005/ MGY002/ RGY102/ MES010/ OMT002/ BPY002/ BPY004/ BPY002/ BPY002/ BRL008/ BSM005/ ES333/ BGP3/ BCS092/ MS023/ MEB003/ OTH001/ BHIC110/ BPSC110/ BPCC109/ BECC107/ BMTC132/: [63, 579, 265, 628]
- schedule-row: [520, 981, 967, 1014]
